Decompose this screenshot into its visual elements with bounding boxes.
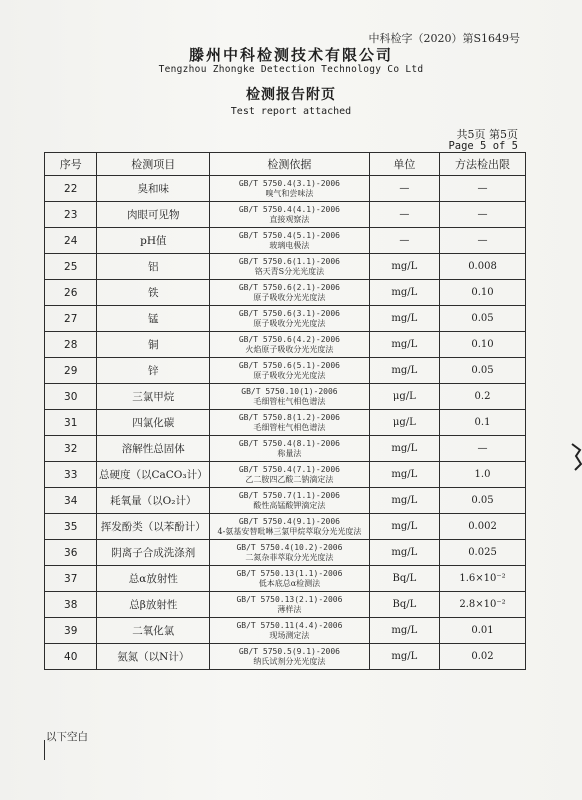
detection-limit: 0.05: [440, 358, 526, 384]
table-row: [45, 384, 526, 410]
unit: —: [369, 228, 439, 254]
standard-code: GB/T 5750.4(7.1)-2006: [238, 464, 340, 474]
standard-code: GB/T 5750.4(9.1)-2006: [238, 516, 340, 526]
table-row: [45, 514, 526, 540]
test-item: 四氯化碳: [97, 410, 210, 436]
unit: mg/L: [369, 254, 439, 280]
standard-code: GB/T 5750.6(3.1)-2006: [238, 308, 340, 318]
test-item: 三氯甲烷: [97, 384, 210, 410]
standard-code: GB/T 5750.4(10.2)-2006: [236, 542, 343, 552]
unit: —: [369, 202, 439, 228]
column-header-limit: 方法检出限: [440, 153, 526, 176]
standard-code: GB/T 5750.13(2.1)-2006: [236, 594, 343, 604]
unit: μg/L: [369, 410, 439, 436]
page-count-cn: 共5页 第5页: [456, 128, 518, 141]
detection-limit: 0.008: [440, 254, 526, 280]
row-number: 40: [45, 644, 97, 670]
row-number: 34: [45, 488, 97, 514]
row-number: 23: [45, 202, 97, 228]
table-row: [45, 358, 526, 384]
table-row: [45, 280, 526, 306]
standard-code: GB/T 5750.6(5.1)-2006: [238, 360, 340, 370]
method-name: 二氮杂菲萃取分光光度法: [245, 552, 334, 562]
test-item: 总β放射性: [97, 592, 210, 618]
standard-code: GB/T 5750.4(8.1)-2006: [238, 438, 340, 448]
method-name: 火焰原子吸收分光光度法: [245, 344, 334, 354]
company-name-en: Tengzhou Zhongke Detection Technology Co Ltd: [158, 64, 424, 75]
detection-limit: —: [440, 228, 526, 254]
table-row: [45, 566, 526, 592]
report-title-en: Test report attached: [230, 106, 352, 117]
method-name: 称量法: [277, 448, 302, 458]
test-basis: [210, 462, 370, 488]
test-basis: [210, 254, 370, 280]
method-name: 现场测定法: [269, 630, 310, 640]
unit: mg/L: [369, 488, 439, 514]
row-number: 26: [45, 280, 97, 306]
company-name-cn: 滕州中科检测技术有限公司: [188, 46, 393, 64]
method-name: 酸性高锰酸钾滴定法: [253, 500, 326, 510]
detection-limit: 0.10: [440, 332, 526, 358]
test-basis: [210, 618, 370, 644]
test-item: 阴离子合成洗涤剂: [97, 540, 210, 566]
row-number: 35: [45, 514, 97, 540]
row-number: 31: [45, 410, 97, 436]
test-basis: [210, 488, 370, 514]
test-basis: [210, 306, 370, 332]
row-number: 28: [45, 332, 97, 358]
table-row: [45, 540, 526, 566]
test-item: 铁: [97, 280, 210, 306]
test-item: 臭和味: [97, 176, 210, 202]
method-name: 直接观察法: [269, 214, 310, 224]
test-basis: [210, 514, 370, 540]
test-item: 铜: [97, 332, 210, 358]
unit: Bq/L: [369, 592, 439, 618]
test-item: 挥发酚类（以苯酚计）: [97, 514, 210, 540]
row-number: 22: [45, 176, 97, 202]
method-name: 原子吸收分光光度法: [253, 318, 326, 328]
row-number: 29: [45, 358, 97, 384]
test-basis: [210, 332, 370, 358]
method-name: 薄样法: [277, 604, 302, 614]
table-row: [45, 436, 526, 462]
unit: mg/L: [369, 540, 439, 566]
detection-limit: 2.8×10⁻²: [440, 592, 526, 618]
table-border-tail: [44, 740, 45, 760]
standard-code: GB/T 5750.4(3.1)-2006: [238, 178, 340, 188]
table-row: [45, 644, 526, 670]
row-number: 37: [45, 566, 97, 592]
unit: mg/L: [369, 358, 439, 384]
test-item: 锰: [97, 306, 210, 332]
unit: μg/L: [369, 384, 439, 410]
method-name: 原子吸收分光光度法: [253, 370, 326, 380]
blank-below-note: 以下空白: [46, 731, 88, 743]
row-number: 39: [45, 618, 97, 644]
test-basis: [210, 566, 370, 592]
detection-limit: 0.2: [440, 384, 526, 410]
test-item: pH值: [97, 228, 210, 254]
test-items-table: [44, 152, 526, 670]
method-name: 玻璃电极法: [269, 240, 310, 250]
method-name: 低本底总α检测法: [258, 578, 321, 588]
test-item: 锌: [97, 358, 210, 384]
test-item: 氨氮（以N计）: [97, 644, 210, 670]
method-name: 毛细管柱气相色谱法: [253, 396, 326, 406]
standard-code: GB/T 5750.4(4.1)-2006: [238, 204, 340, 214]
standard-code: GB/T 5750.8(1.2)-2006: [238, 412, 340, 422]
test-basis: [210, 410, 370, 436]
unit: mg/L: [369, 462, 439, 488]
unit: Bq/L: [369, 566, 439, 592]
detection-limit: 0.01: [440, 618, 526, 644]
method-name: 乙二胺四乙酸二钠滴定法: [245, 474, 334, 484]
detection-limit: —: [440, 436, 526, 462]
page-count-en: Page 5 of 5: [448, 140, 518, 152]
table-row: [45, 254, 526, 280]
column-header-unit: 单位: [369, 153, 439, 176]
standard-code: GB/T 5750.5(9.1)-2006: [238, 646, 340, 656]
report-title-cn: 检测报告附页: [246, 87, 336, 103]
test-basis: [210, 644, 370, 670]
column-header-item: 检测项目: [97, 153, 210, 176]
table-row: [45, 176, 526, 202]
column-header-basis: 检测依据: [210, 153, 370, 176]
test-basis: [210, 358, 370, 384]
standard-code: GB/T 5750.6(4.2)-2006: [238, 334, 340, 344]
row-number: 30: [45, 384, 97, 410]
page-edge-mark: [570, 440, 582, 480]
row-number: 32: [45, 436, 97, 462]
row-number: 27: [45, 306, 97, 332]
detection-limit: 0.1: [440, 410, 526, 436]
row-number: 33: [45, 462, 97, 488]
method-name: 纳氏试剂分光光度法: [253, 656, 326, 666]
test-item: 总α放射性: [97, 566, 210, 592]
table-row: [45, 228, 526, 254]
test-item: 总硬度（以CaCO₃计）: [97, 462, 210, 488]
test-item: 铝: [97, 254, 210, 280]
unit: mg/L: [369, 280, 439, 306]
detection-limit: —: [440, 202, 526, 228]
detection-limit: 0.02: [440, 644, 526, 670]
test-basis: [210, 384, 370, 410]
table-row: [45, 592, 526, 618]
row-number: 25: [45, 254, 97, 280]
row-number: 36: [45, 540, 97, 566]
table-row: [45, 618, 526, 644]
table-row: [45, 462, 526, 488]
test-item: 耗氧量（以O₂计）: [97, 488, 210, 514]
standard-code: GB/T 5750.4(5.1)-2006: [238, 230, 340, 240]
unit: mg/L: [369, 306, 439, 332]
table-row: [45, 332, 526, 358]
test-item: 二氧化氯: [97, 618, 210, 644]
unit: —: [369, 176, 439, 202]
test-basis: [210, 176, 370, 202]
detection-limit: —: [440, 176, 526, 202]
test-basis: [210, 436, 370, 462]
table-row: [45, 488, 526, 514]
standard-code: GB/T 5750.13(1.1)-2006: [236, 568, 343, 578]
standard-code: GB/T 5750.7(1.1)-2006: [238, 490, 340, 500]
unit: mg/L: [369, 644, 439, 670]
detection-limit: 1.6×10⁻²: [440, 566, 526, 592]
table-row: [45, 306, 526, 332]
method-name: 毛细管柱气相色谱法: [253, 422, 326, 432]
test-basis: [210, 228, 370, 254]
unit: mg/L: [369, 514, 439, 540]
document-number: 中科检字（2020）第S1649号: [368, 32, 520, 45]
table-row: [45, 202, 526, 228]
standard-code: GB/T 5750.10(1)-2006: [241, 386, 338, 396]
unit: mg/L: [369, 618, 439, 644]
standard-code: GB/T 5750.11(4.4)-2006: [236, 620, 343, 630]
table-row: [45, 410, 526, 436]
method-name: 嗅气和尝味法: [265, 188, 314, 198]
standard-code: GB/T 5750.6(1.1)-2006: [238, 256, 340, 266]
method-name: 4-氨基安替吡啉三氯甲烷萃取分光光度法: [217, 526, 362, 536]
test-basis: [210, 540, 370, 566]
unit: mg/L: [369, 332, 439, 358]
row-number: 38: [45, 592, 97, 618]
detection-limit: 0.025: [440, 540, 526, 566]
table-header-row: [45, 153, 526, 176]
unit: mg/L: [369, 436, 439, 462]
standard-code: GB/T 5750.6(2.1)-2006: [238, 282, 340, 292]
test-item: 溶解性总固体: [97, 436, 210, 462]
detection-limit: 0.05: [440, 306, 526, 332]
test-basis: [210, 280, 370, 306]
detection-limit: 1.0: [440, 462, 526, 488]
row-number: 24: [45, 228, 97, 254]
method-name: 原子吸收分光光度法: [253, 292, 326, 302]
test-item: 肉眼可见物: [97, 202, 210, 228]
detection-limit: 0.05: [440, 488, 526, 514]
column-header-no: 序号: [45, 153, 97, 176]
test-basis: [210, 592, 370, 618]
detection-limit: 0.10: [440, 280, 526, 306]
detection-limit: 0.002: [440, 514, 526, 540]
table-body: [45, 176, 526, 670]
test-basis: [210, 202, 370, 228]
method-name: 铬天青S分光光度法: [254, 266, 325, 276]
